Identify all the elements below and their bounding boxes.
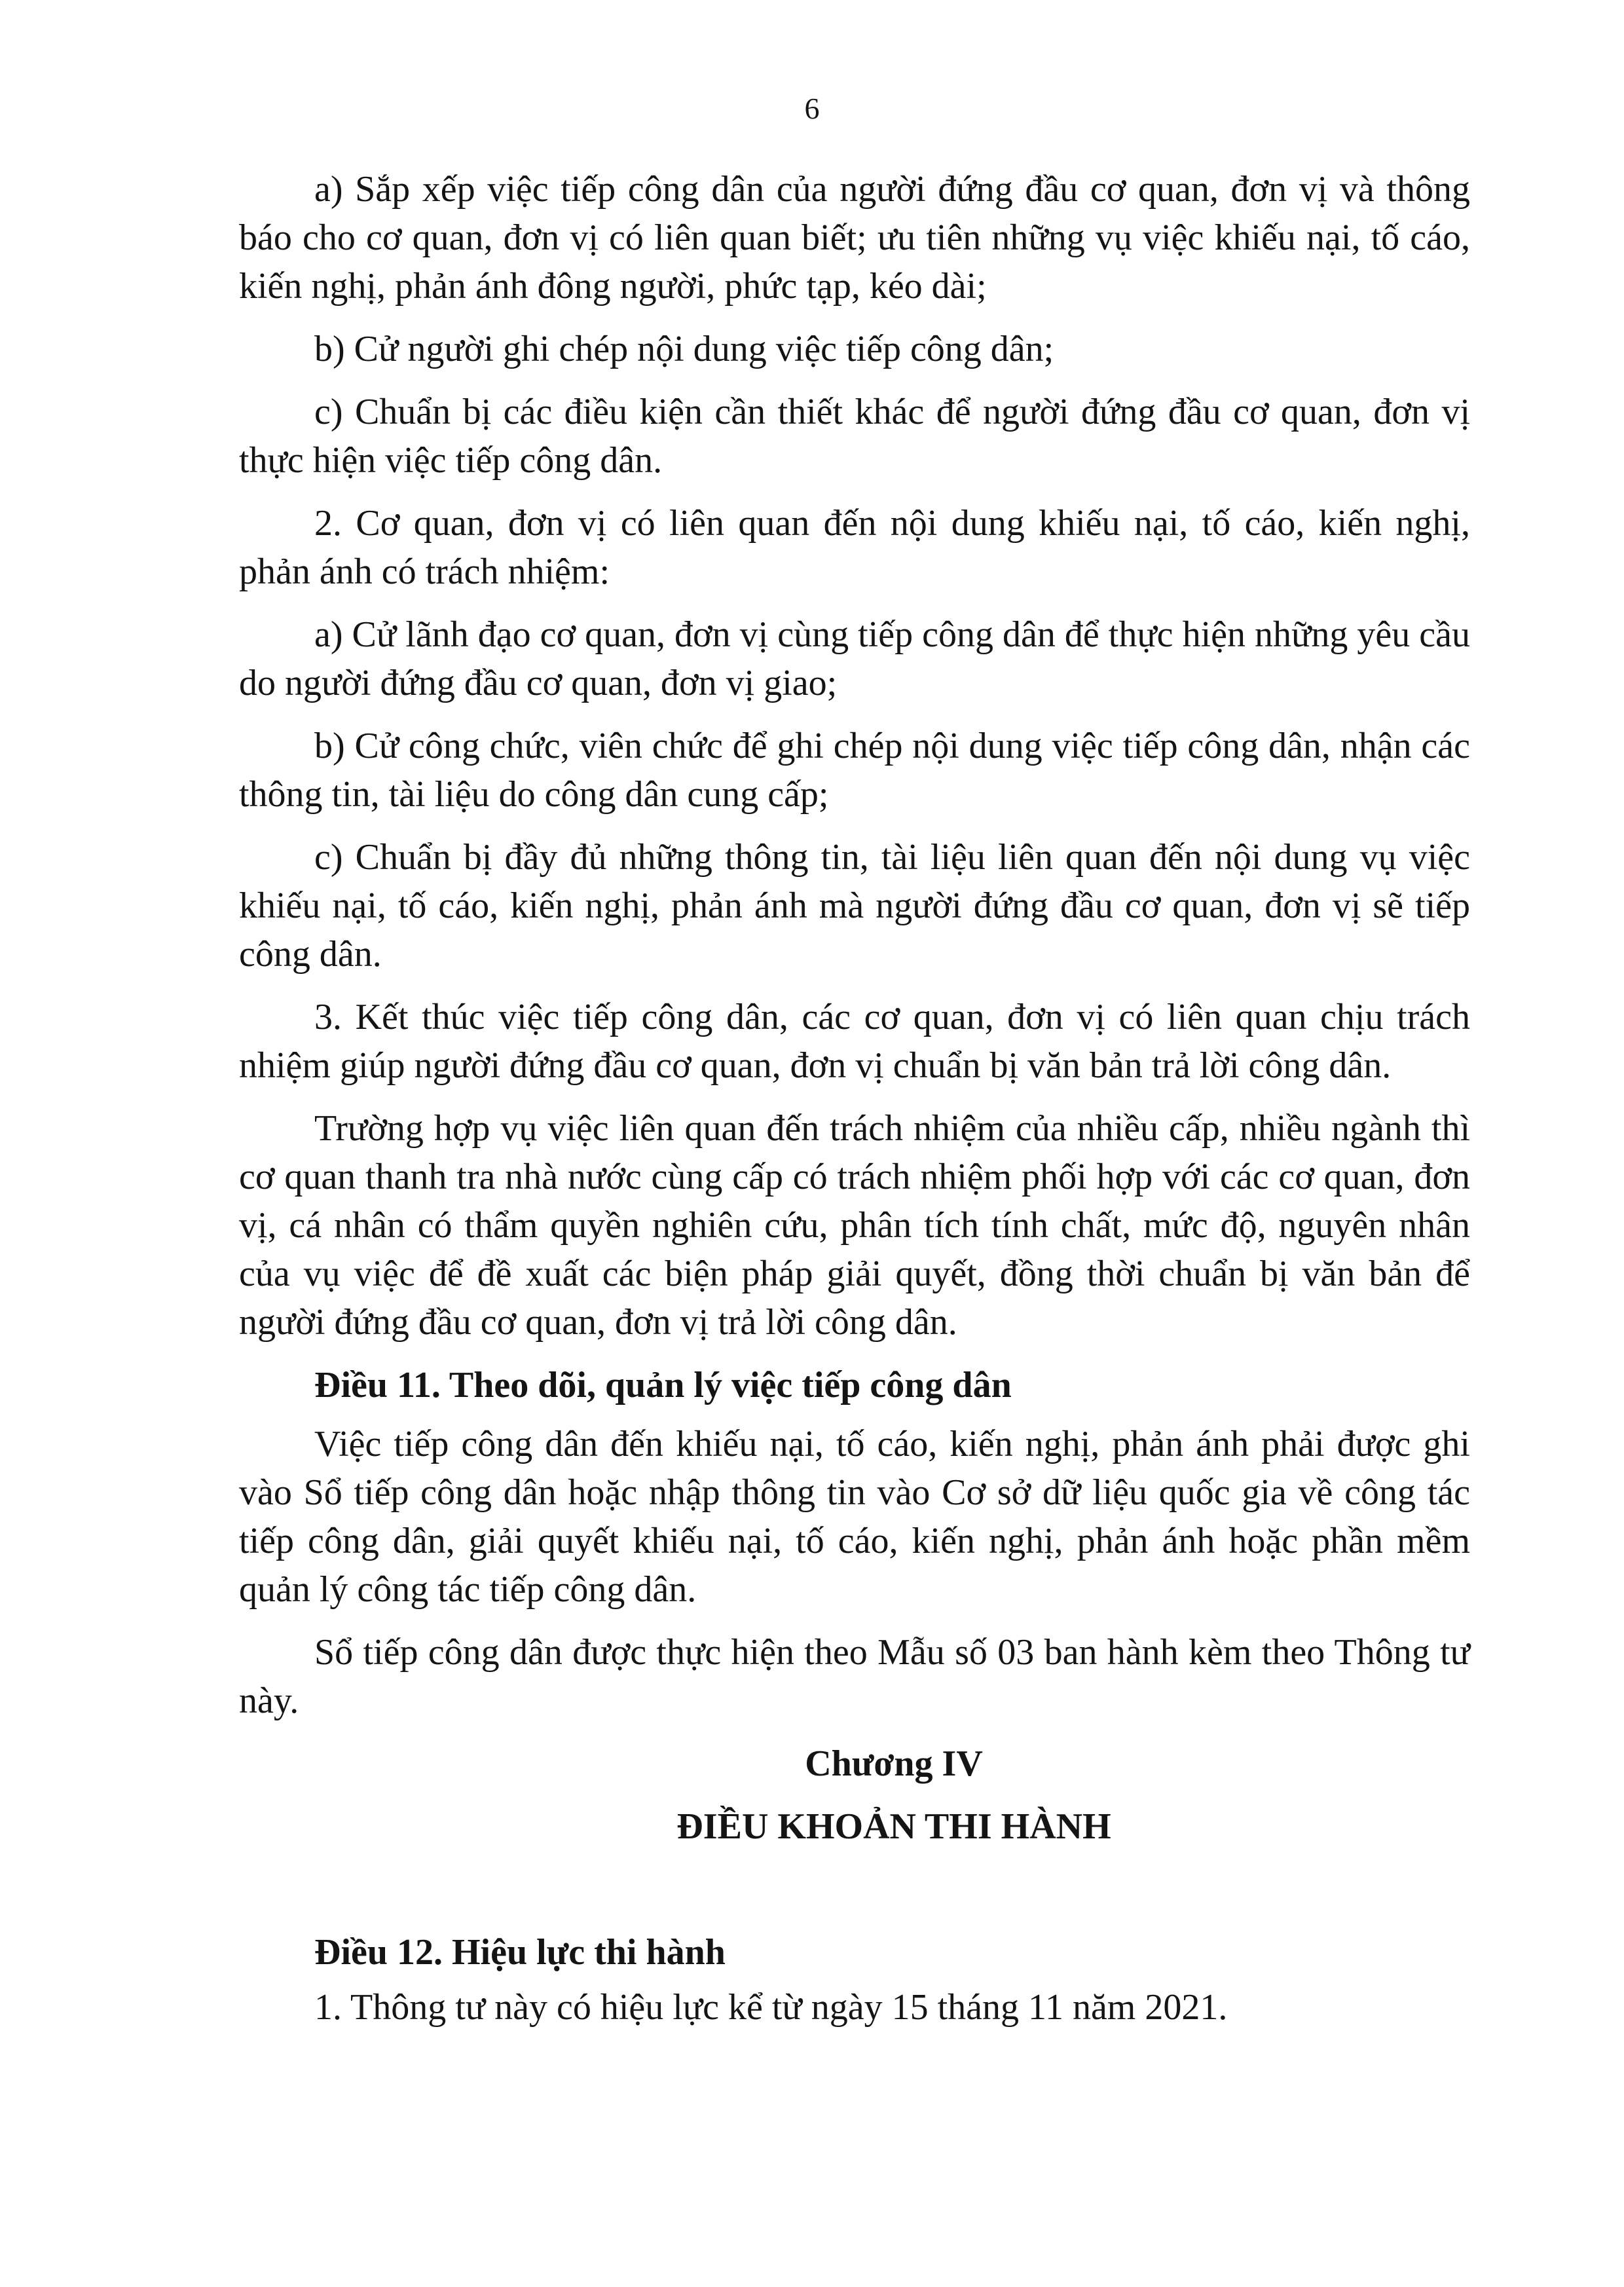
page-number: 6: [804, 92, 820, 125]
document-body: [239, 165, 1470, 2046]
paragraph-3: 3. Kết thúc việc tiếp công dân, các cơ quan, đơn vị có liên quan chịu trách nhiệm giúp người đứng đầu cơ quan, đơn vị chuẩn bị văn bản trả lời công dân.: [239, 997, 1470, 1086]
article-12-paragraph-1: 1. Thông tư này có hiệu lực kể từ ngày 15 tháng 11 năm 2021.: [314, 1987, 1228, 2028]
paragraph-3-note: Trường hợp vụ việc liên quan đến trách nhiệm của nhiều cấp, nhiều ngành thì cơ quan thanh tra nhà nước cùng cấp có trách nhiệm phối hợp với các cơ quan, đơn vị, cá nhân có thẩm quyền nghiên cứu, phân tích tính chất, mức độ, nguyên nhân của vụ việc để đề xuất các biện pháp giải quyết, đồng thời chuẩn bị văn bản để người đứng đầu cơ quan, đơn vị trả lời công dân.: [239, 1108, 1470, 1343]
spacer: [239, 1851, 1470, 1928]
paragraph-1a: a) Sắp xếp việc tiếp công dân của người đứng đầu cơ quan, đơn vị và thông báo cho cơ quan, đơn vị có liên quan biết; ưu tiên những vụ việc khiếu nại, tố cáo, kiến nghị, phản ánh đông người, phức tạp, kéo dài;: [239, 169, 1470, 307]
paragraph-1c: c) Chuẩn bị các điều kiện cần thiết khác để người đứng đầu cơ quan, đơn vị thực hiện việc tiếp công dân.: [239, 392, 1470, 481]
paragraph-1b: b) Cử người ghi chép nội dung việc tiếp công dân;: [314, 329, 1054, 369]
article-11-paragraph-1: Việc tiếp công dân đến khiếu nại, tố cáo, kiến nghị, phản ánh phải được ghi vào Sổ tiếp công dân hoặc nhập thông tin vào Cơ sở dữ liệu quốc gia về công tác tiếp công dân, giải quyết khiếu nại, tố cáo, kiến nghị, phản ánh hoặc phần mềm quản lý công tác tiếp công dân.: [239, 1424, 1470, 1610]
paragraph-2a: a) Cử lãnh đạo cơ quan, đơn vị cùng tiếp công dân để thực hiện những yêu cầu do người đứng đầu cơ quan, đơn vị giao;: [239, 614, 1470, 703]
article-11-heading: Điều 11. Theo dõi, quản lý việc tiếp công dân: [314, 1365, 1012, 1405]
article-11-paragraph-2: Sổ tiếp công dân được thực hiện theo Mẫu số 03 ban hành kèm theo Thông tư này.: [239, 1632, 1470, 1721]
paragraph-2: 2. Cơ quan, đơn vị có liên quan đến nội dung khiếu nại, tố cáo, kiến nghị, phản ánh có trách nhiệm:: [239, 503, 1470, 592]
paragraph-2b: b) Cử công chức, viên chức để ghi chép nội dung việc tiếp công dân, nhận các thông tin, tài liệu do công dân cung cấp;: [239, 726, 1470, 815]
article-12-heading: Điều 12. Hiệu lực thi hành: [314, 1932, 726, 1973]
paragraph-2c: c) Chuẩn bị đầy đủ những thông tin, tài liệu liên quan đến nội dung vụ việc khiếu nại, tố cáo, kiến nghị, phản ánh mà người đứng đầu cơ quan, đơn vị sẽ tiếp công dân.: [239, 837, 1470, 975]
chapter-title: ĐIỀU KHOẢN THI HÀNH: [676, 1806, 1111, 1847]
chapter-number: Chương IV: [805, 1743, 983, 1784]
